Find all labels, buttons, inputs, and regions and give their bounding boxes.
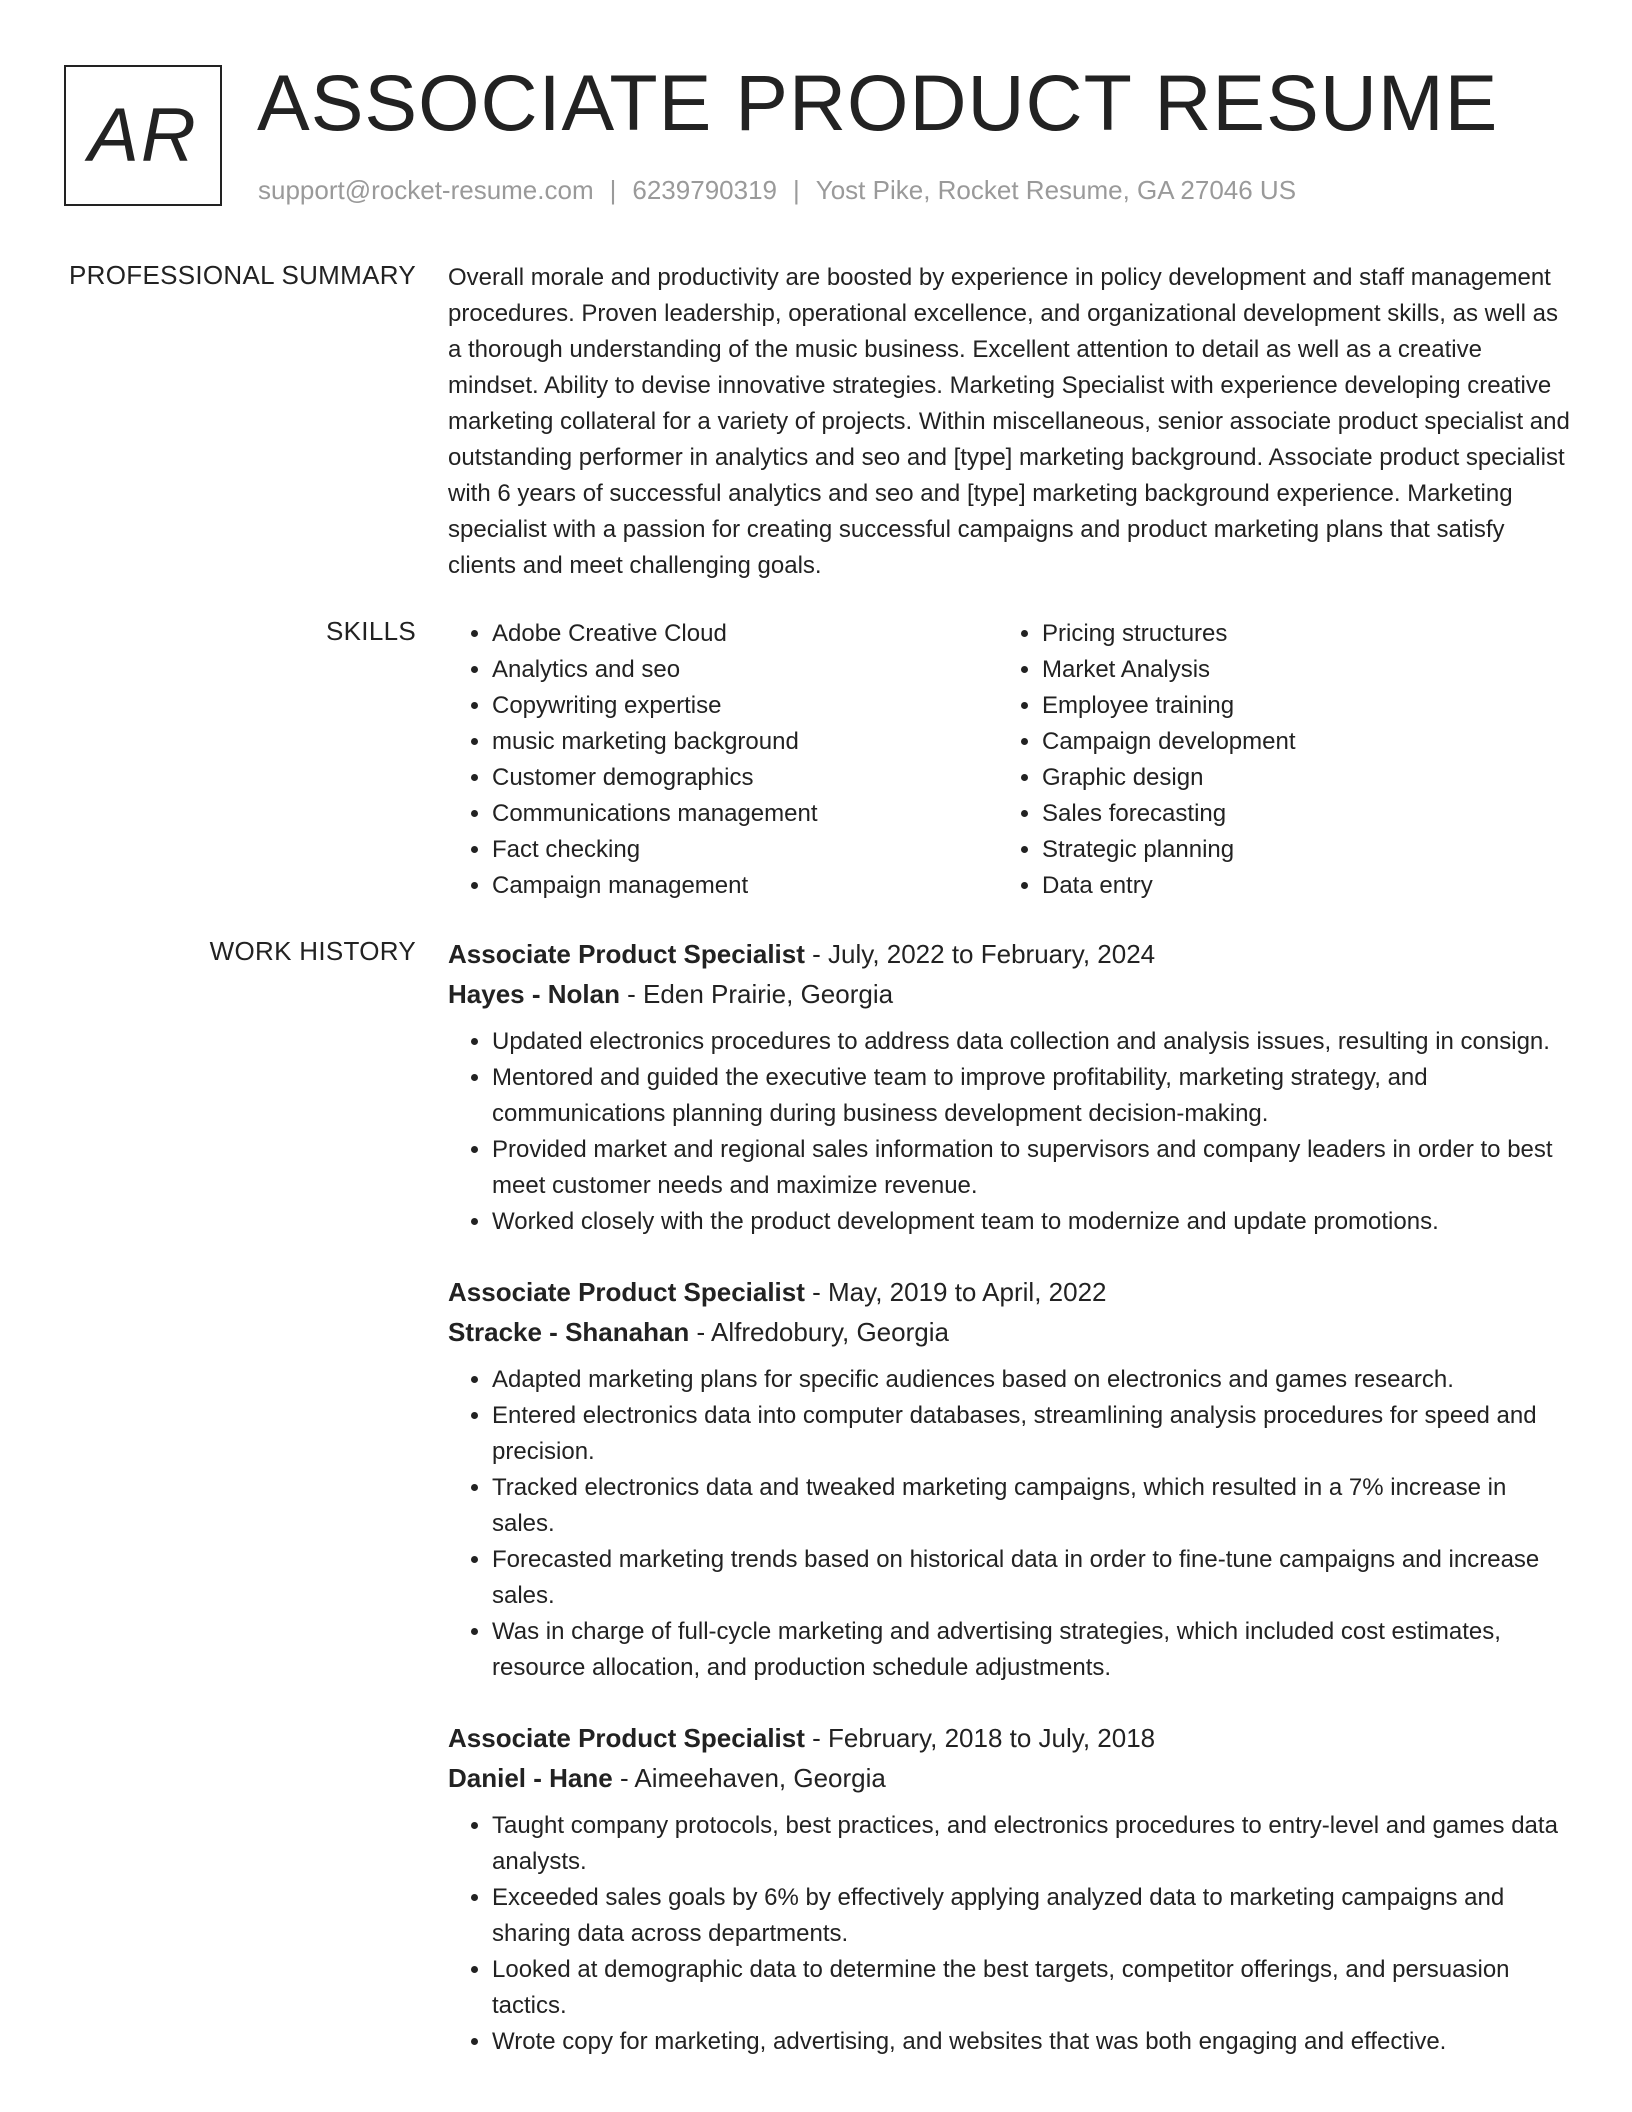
company-location: - Eden Prairie, Georgia [619, 979, 894, 1009]
skill-item: • music marketing background [492, 724, 998, 760]
job-entry [448, 1718, 1570, 2060]
skill-item: • Pricing structures [1042, 616, 1548, 652]
company-line [448, 974, 1570, 1014]
duty-item: • Exceeded sales goals by 6% by effectively applying analyzed data to marketing campaigns and sharing data across departments. [492, 1880, 1570, 1952]
company-name: Daniel - Hane [448, 1763, 613, 1793]
duty-list [448, 1808, 1570, 2060]
section-label-skills: SKILLS [326, 616, 416, 646]
contact-line [258, 175, 1296, 206]
monogram-badge: AR [64, 65, 222, 206]
contact-email: support@rocket-resume.com [258, 175, 594, 205]
section-label-work: WORK HISTORY [209, 936, 416, 966]
job-title-line [448, 934, 1570, 974]
contact-separator: | [793, 175, 800, 205]
duty-item: • Was in charge of full-cycle marketing and advertising strategies, which included cost estimates, resource allocation, and production schedule adjustments. [492, 1614, 1570, 1686]
skill-item: • Fact checking [492, 832, 998, 868]
duty-item: • Adapted marketing plans for specific audiences based on electronics and games research. [492, 1362, 1570, 1398]
job-dates: - February, 2018 to July, 2018 [804, 1723, 1156, 1753]
duty-item: • Looked at demographic data to determine the best targets, competitor offerings, and persuasion tactics. [492, 1952, 1570, 2024]
duty-list [448, 1362, 1570, 1686]
skill-item: • Communications management [492, 796, 998, 832]
skill-item: • Analytics and seo [492, 652, 998, 688]
summary-text: Overall morale and productivity are boosted by experience in policy development and staff management procedures. Proven leadership, operational excellence, and organizational development skills, as well as a thorough understanding of the music business. Excellent attention to detail as well as a creative mindset. Ability to devise innovative strategies. Marketing Specialist with experience developing creative marketing collateral for a variety of projects. Within miscellaneous, senior associate product specialist and outstanding performer in analytics and seo and [type] marketing background. Associate product specialist with 6 years of successful analytics and seo and [type] marketing background experience. Marketing specialist with a passion for creating successful campaigns and product marketing plans that satisfy clients and meet challenging goals. [448, 264, 1570, 579]
job-title: Associate Product Specialist [448, 1723, 805, 1753]
duty-item: • Taught company protocols, best practices, and electronics procedures to entry-level and games data analysts. [492, 1808, 1570, 1880]
job-title-line [448, 1718, 1570, 1758]
job-dates: - May, 2019 to April, 2022 [804, 1277, 1107, 1307]
duty-item: • Entered electronics data into computer databases, streamlining analysis procedures for speed and precision. [492, 1398, 1570, 1470]
duty-item: • Forecasted marketing trends based on historical data in order to fine-tune campaigns and increase sales. [492, 1542, 1570, 1614]
company-line [448, 1312, 1570, 1352]
skill-item: • Employee training [1042, 688, 1548, 724]
duty-item: • Updated electronics procedures to address data collection and analysis issues, resulting in consign. [492, 1024, 1570, 1060]
contact-separator: | [609, 175, 617, 205]
skill-item: • Campaign development [1042, 724, 1548, 760]
skill-item: • Market Analysis [1042, 652, 1548, 688]
job-dates: - July, 2022 to February, 2024 [804, 939, 1156, 969]
skill-item: • Graphic design [1042, 760, 1548, 796]
skill-item: • Customer demographics [492, 760, 998, 796]
skill-item: • Strategic planning [1042, 832, 1548, 868]
skills-list-right [998, 616, 1548, 904]
contact-address: Yost Pike, Rocket Resume, GA 27046 US [815, 175, 1297, 205]
job-title-line [448, 1272, 1570, 1312]
job-title: Associate Product Specialist [448, 939, 805, 969]
company-location: - Aimeehaven, Georgia [612, 1763, 886, 1793]
duty-item: • Worked closely with the product development team to modernize and update promotions. [492, 1204, 1570, 1240]
duty-item: • Provided market and regional sales information to supervisors and company leaders in order to best meet customer needs and maximize revenue. [492, 1132, 1570, 1204]
skill-item: • Copywriting expertise [492, 688, 998, 724]
job-entry [448, 934, 1570, 1240]
job-title: Associate Product Specialist [448, 1277, 805, 1307]
skill-item: • Campaign management [492, 868, 998, 904]
contact-phone: 6239790319 [632, 175, 777, 205]
company-line [448, 1758, 1570, 1798]
job-entry [448, 1272, 1570, 1686]
page-title: ASSOCIATE PRODUCT RESUME [257, 58, 1499, 147]
company-name: Hayes - Nolan [448, 979, 620, 1009]
section-label-summary: PROFESSIONAL SUMMARY [69, 260, 416, 290]
company-name: Stracke - Shanahan [448, 1317, 690, 1347]
duty-item: • Mentored and guided the executive team to improve profitability, marketing strategy, and communications planning during business development decision-making. [492, 1060, 1570, 1132]
duty-list [448, 1024, 1570, 1240]
skill-item: • Data entry [1042, 868, 1548, 904]
duty-item: • Wrote copy for marketing, advertising, and websites that was both engaging and effective. [492, 2024, 1570, 2060]
skill-item: • Adobe Creative Cloud [492, 616, 998, 652]
resume-header [64, 58, 1564, 210]
duty-item: • Tracked electronics data and tweaked marketing campaigns, which resulted in a 7% increase in sales. [492, 1470, 1570, 1542]
skill-item: • Sales forecasting [1042, 796, 1548, 832]
company-location: - Alfredobury, Georgia [689, 1317, 949, 1347]
skills-list-left [448, 616, 998, 904]
